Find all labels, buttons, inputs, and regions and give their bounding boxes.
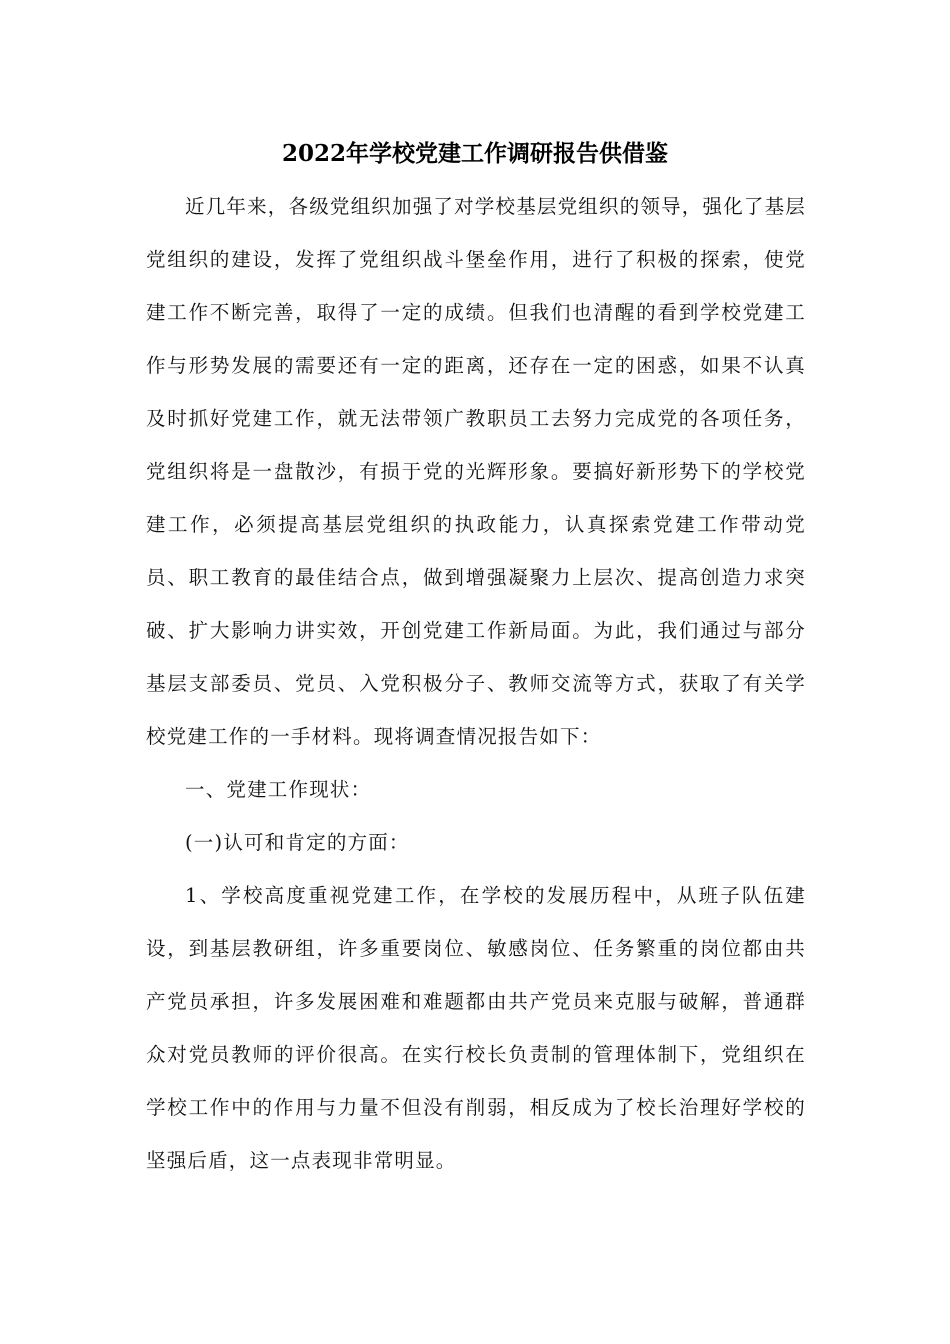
paragraph-intro: 近几年来，各级党组织加强了对学校基层党组织的领导，强化了基层党组织的建设，发挥了党组织战斗堡垒作用，进行了积极的探索，使党建工作不断完善，取得了一定的成绩。但我们也清醒的看到学校党建工作与形势发展的需要还有一定的距离，还存在一定的困惑，如果不认真及时抓好党建工作，就无法带领广教职员工去努力完成党的各项任务，党组织将是一盘散沙，有损于党的光辉形象。要搞好新形势下的学校党建工作，必须提高基层党组织的执政能力，认真探索党建工作带动党员、职工教育的最佳结合点，做到增强凝聚力上层次、提高创造力求突破、扩大影响力讲实效，开创党建工作新局面。为此，我们通过与部分基层支部委员、党员、入党积极分子、教师交流等方式，获取了有关学校党建工作的一手材料。现将调查情况报告如下： [146,195,807,748]
subsection-heading: (一)认可和肯定的方面： [185,831,410,854]
document-title: 2022年学校党建工作调研报告供借鉴 [281,140,668,167]
section-heading: 一、党建工作现状： [185,778,372,801]
document-body [146,180,806,1187]
paragraph-point-1: 1、学校高度重视党建工作，在学校的发展历程中，从班子队伍建设，到基层教研组，许多重要岗位、敏感岗位、任务繁重的岗位都由共产党员承担，许多发展困难和难题都由共产党员来克服与破解，普通群众对党员教师的评价很高。在实行校长负责制的管理体制下，党组织在学校工作中的作用与力量不但没有削弱，相反成为了校长治理好学校的坚强后盾，这一点表现非常明显。 [146,884,806,1172]
